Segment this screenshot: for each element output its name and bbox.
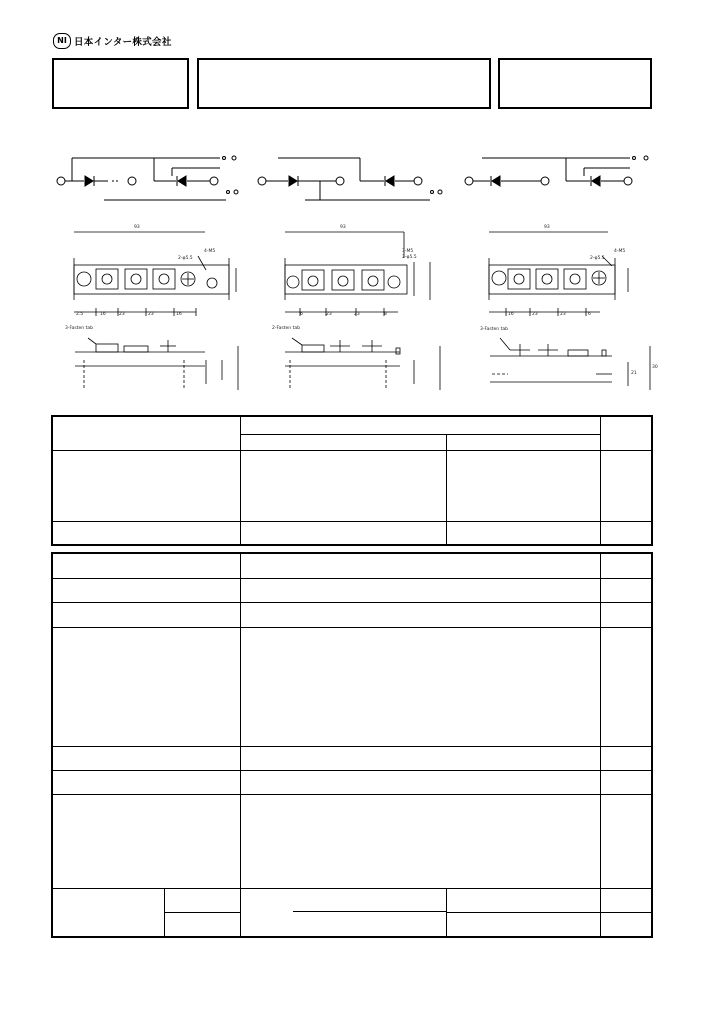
dim-label: 3-M5 — [402, 249, 414, 254]
table-divider — [446, 435, 447, 544]
dim-label: 6 — [588, 312, 591, 317]
dim-label: 30 — [652, 365, 658, 370]
table-divider — [53, 602, 651, 603]
table-divider — [53, 521, 651, 522]
table-divider — [53, 770, 651, 771]
circuit-and-outline-drawings — [0, 0, 720, 420]
table-divider — [446, 912, 651, 913]
table-divider — [164, 912, 240, 913]
dim-label: 2-Fasten tab — [272, 326, 300, 331]
dim-label: 23 — [532, 312, 538, 317]
outline-side-view-1 — [75, 338, 238, 390]
dim-label: 23 — [354, 312, 360, 317]
table-divider — [600, 554, 601, 936]
dim-label: 4-M5 — [204, 249, 216, 254]
dim-label: 16 — [176, 312, 182, 317]
dim-label: 93 — [544, 225, 550, 230]
outline-top-view-3 — [489, 232, 628, 316]
table-divider — [240, 417, 241, 544]
dim-label: 2-φ5.5 — [590, 256, 605, 261]
dim-label: 21 — [631, 371, 637, 376]
table-divider — [53, 450, 651, 451]
table-divider — [53, 746, 651, 747]
dim-label: 93 — [134, 225, 140, 230]
dim-label: 2-φ5.5 — [402, 255, 417, 260]
dim-label: 3-Fasten tab — [65, 326, 93, 331]
dim-label: 16 — [100, 312, 106, 317]
dim-label: 2-φ5.5 — [178, 256, 193, 261]
dim-label: 23 — [326, 312, 332, 317]
characteristics-table — [51, 552, 653, 938]
dim-label: 23 — [119, 312, 125, 317]
outline-top-view-2 — [285, 232, 430, 316]
dim-label: 2.5 — [76, 312, 84, 317]
table-divider — [240, 554, 241, 936]
dim-label: 6 — [300, 312, 303, 317]
outline-side-view-2 — [285, 338, 440, 390]
table-divider — [600, 417, 601, 544]
ratings-table — [51, 415, 653, 546]
table-divider — [240, 434, 600, 435]
table-divider — [53, 888, 651, 889]
table-divider — [293, 911, 446, 912]
table-divider — [53, 578, 651, 579]
logo-mark-icon: NI — [53, 33, 71, 49]
outline-top-view-1 — [74, 232, 236, 316]
dim-label: 93 — [340, 225, 346, 230]
dim-label: 4-M5 — [614, 249, 626, 254]
dim-label: 16 — [508, 312, 514, 317]
dim-label: 3-Fasten tab — [480, 327, 508, 332]
table-divider — [53, 627, 651, 628]
dim-label: 23 — [560, 312, 566, 317]
outline-side-view-3 — [490, 338, 650, 390]
dim-label: 8 — [384, 312, 387, 317]
dim-label: 23 — [148, 312, 154, 317]
company-name: 日本インター株式会社 — [74, 37, 172, 48]
table-divider — [53, 794, 651, 795]
circuit-diagram-3 — [465, 156, 648, 186]
circuit-diagram-2 — [258, 158, 442, 200]
circuit-diagram-1 — [57, 156, 238, 200]
